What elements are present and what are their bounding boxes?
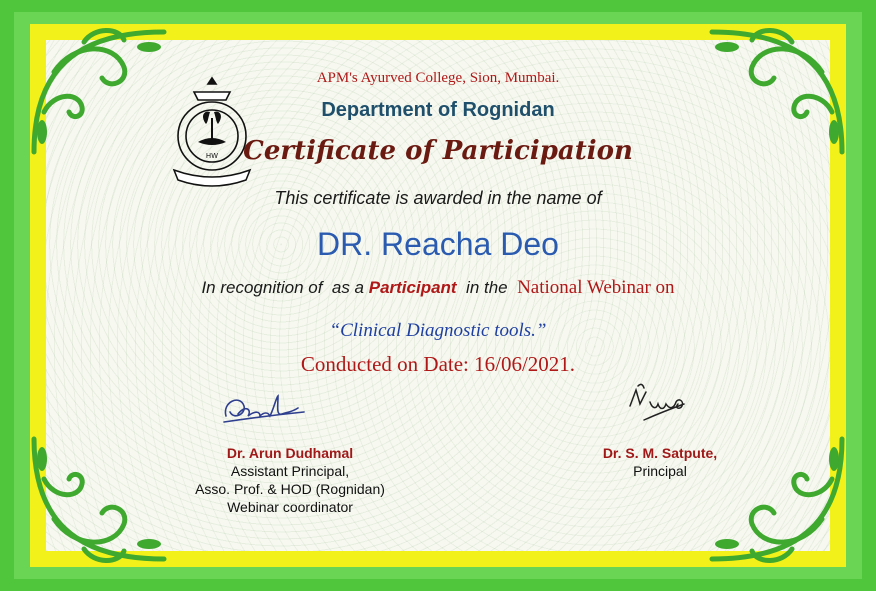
awarded-line: This certificate is awarded in the name of [274,188,602,208]
corner-ornament-bottom-left-icon [14,429,184,579]
event-name: National Webinar on [517,277,675,298]
webinar-topic: “Clinical Diagnostic tools.” [329,320,547,341]
left-signatory-title-1: Assistant Principal, [230,463,350,479]
recognition-prefix: In recognition of as a [201,278,369,297]
right-signatory [580,444,740,480]
recognition-line [0,277,876,299]
conducted-date: Conducted on Date: 16/06/2021. [300,352,576,376]
college-name: APM's Ayurved College, Sion, Mumbai. [316,70,560,86]
left-signature-icon [216,386,308,430]
left-signatory-name: Dr. Arun Dudhamal [226,445,354,461]
recognition-middle: in the [456,278,518,297]
right-signatory-name: Dr. S. M. Satpute, [602,445,718,461]
department-name: Department of Rognidan [321,99,555,121]
left-signatory [170,444,410,516]
participant-role: Participant [368,278,457,297]
right-signature-icon [624,380,696,428]
left-signatory-title-2: Asso. Prof. & HOD (Rognidan) [195,481,385,497]
right-signatory-title: Principal [633,463,687,479]
left-signatory-title-3: Webinar coordinator [227,499,353,515]
logo-mark: HW [205,152,219,160]
certificate-title: Certificate of Participation [243,136,633,166]
recipient-name: DR. Reacha Deo [317,226,559,262]
college-logo-icon [166,74,258,192]
